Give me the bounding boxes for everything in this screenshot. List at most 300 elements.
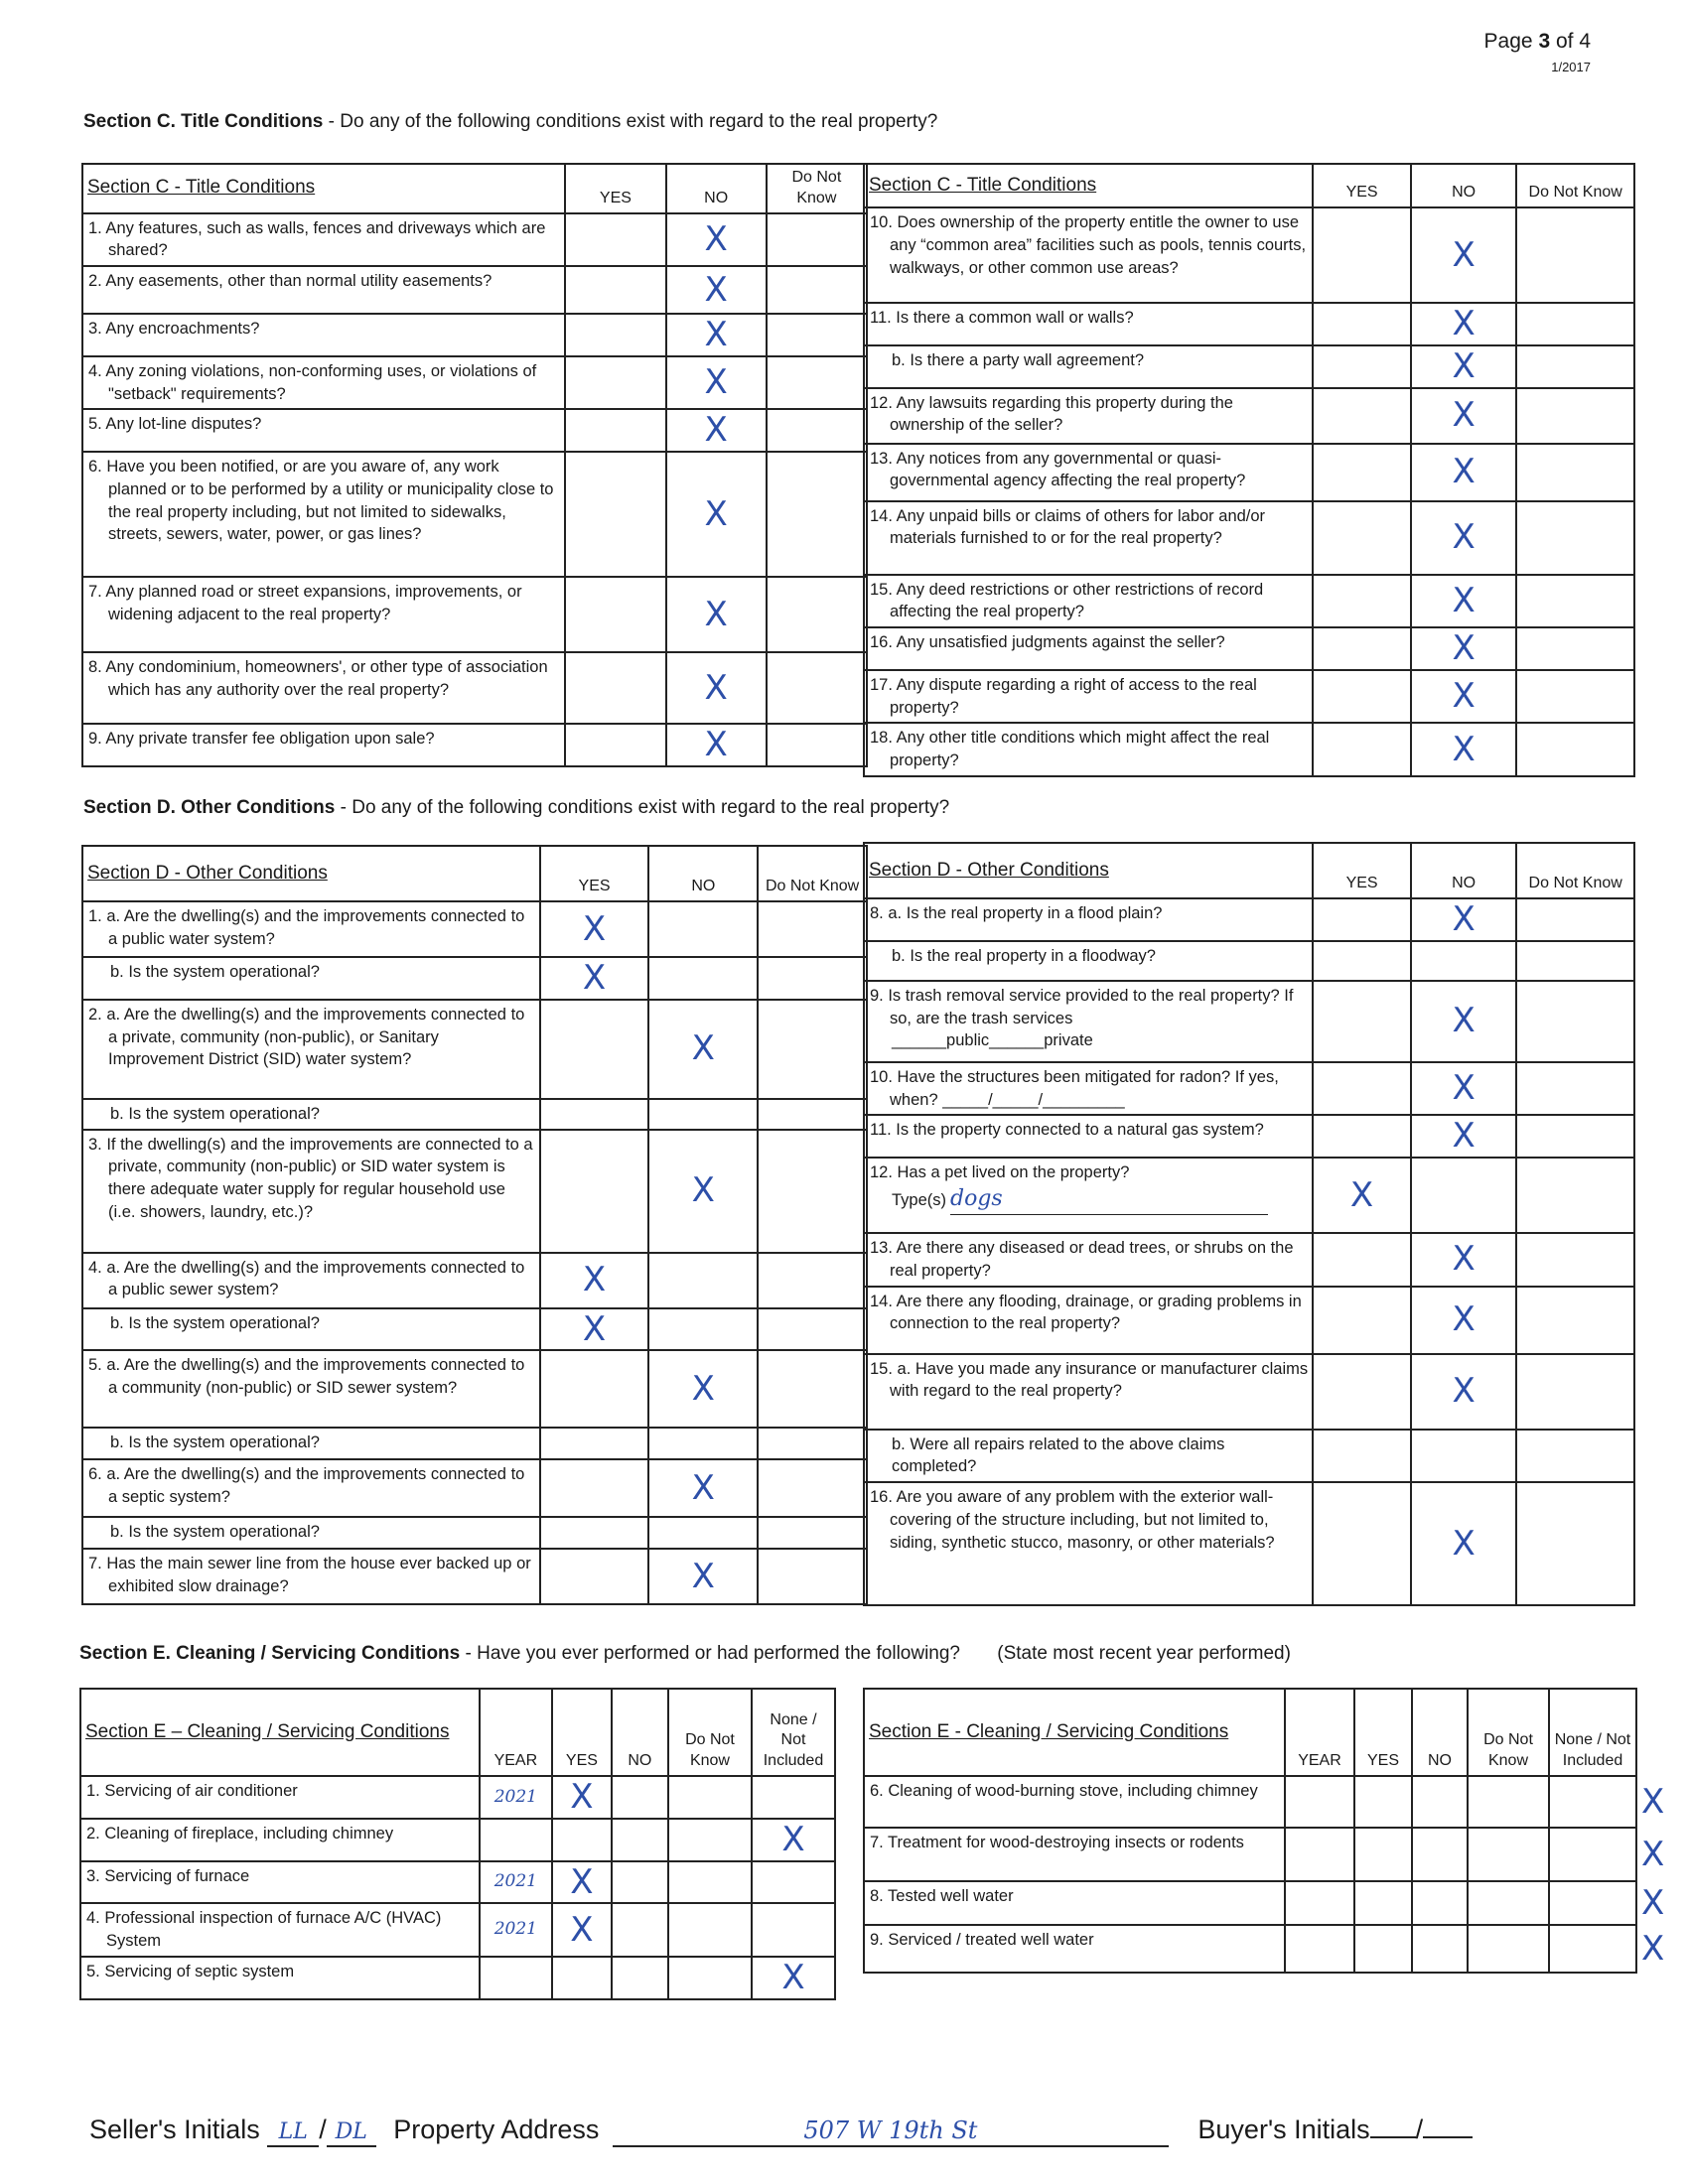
- x-check-mark: X: [704, 315, 728, 355]
- checkbox-cell[interactable]: [1549, 1881, 1636, 1925]
- section-c-right-row: [864, 501, 1634, 575]
- checkbox-cell[interactable]: [758, 1428, 867, 1459]
- checkbox-cell[interactable]: [758, 1253, 867, 1308]
- section-c-title: Section C - Title Conditions: [82, 164, 565, 213]
- x-check-mark: X: [704, 594, 728, 634]
- checkbox-cell[interactable]: [1516, 1430, 1634, 1483]
- checkbox-cell[interactable]: [1313, 941, 1411, 981]
- year-cell[interactable]: [1285, 1828, 1354, 1881]
- seller-initials-field-1[interactable]: LL: [267, 2115, 319, 2147]
- checkbox-cell[interactable]: [552, 1861, 611, 1904]
- section-c-left-row: [82, 577, 867, 652]
- checkbox-cell[interactable]: [1313, 1115, 1411, 1158]
- checkbox-cell[interactable]: [758, 1517, 867, 1549]
- checkbox-cell[interactable]: [668, 1903, 752, 1957]
- checkbox-cell[interactable]: [767, 577, 867, 652]
- checkbox-cell[interactable]: [767, 213, 867, 267]
- section-d-right-row: [864, 1233, 1634, 1287]
- checkbox-cell[interactable]: [1313, 1430, 1411, 1483]
- checkbox-cell[interactable]: [1411, 1430, 1517, 1483]
- question-text: 4. Professional inspection of furnace A/C (HVAC) System: [80, 1903, 480, 1957]
- checkbox-cell[interactable]: [1411, 1482, 1517, 1605]
- x-check-mark: X: [691, 1467, 715, 1508]
- checkbox-cell[interactable]: [1468, 1881, 1549, 1925]
- checkbox-cell[interactable]: [666, 577, 767, 652]
- checkbox-cell[interactable]: [758, 901, 867, 957]
- seller-initials-label: Seller's Initials: [89, 2115, 260, 2144]
- checkbox-cell[interactable]: [612, 1861, 668, 1904]
- checkbox-cell[interactable]: [1411, 1233, 1517, 1287]
- checkbox-cell[interactable]: [1516, 1482, 1634, 1605]
- x-check-mark: X: [1452, 1299, 1476, 1340]
- section-e-right-table: Section E - Cleaning / Servicing Conditions YEAR YES NO Do Not Know None / Not Included 6. Cleaning of wood-burning stove, including chimney X 7. Treatment for wood-destroying insects or rodents X 8. Tested well water X 9. Serviced / treated well water X: [863, 1688, 1637, 1974]
- checkbox-cell[interactable]: [758, 1000, 867, 1099]
- question-text: 7. Treatment for wood-destroying insects or rodents: [864, 1828, 1285, 1881]
- checkbox-cell[interactable]: [565, 356, 665, 410]
- x-check-mark: X: [1452, 628, 1476, 669]
- section-c-right-row: [864, 575, 1634, 628]
- question-text: 8. a. Is the real property in a flood plain?: [864, 898, 1313, 941]
- checkbox-cell[interactable]: [540, 1099, 649, 1130]
- section-d-right-row: [864, 1354, 1634, 1430]
- checkbox-cell[interactable]: [1411, 1062, 1517, 1116]
- section-c-left-row: [82, 652, 867, 724]
- checkbox-cell[interactable]: [1516, 981, 1634, 1062]
- x-check-mark: X: [704, 269, 728, 310]
- checkbox-cell[interactable]: [540, 1253, 649, 1308]
- question-text: 9. Any private transfer fee obligation upon sale?: [82, 724, 565, 766]
- page-number: Page 3 of 4 1/2017: [1483, 30, 1591, 74]
- checkbox-cell[interactable]: [668, 1861, 752, 1904]
- section-c-right-row: [864, 207, 1634, 303]
- checkbox-cell[interactable]: [648, 1099, 758, 1130]
- section-c-right-table: Section C - Title Conditions YES NO Do Not Know 10. Does ownership of the property entitle the owner to use any “common area” facilities such as pools, tennis courts, walkways, or other common use areas? X 11. Is there a common wall or walls? X b. Is there a party wall agreement? X 12. Any lawsuits regarding this property during the ownership of the seller? X 13. Any notices from any governmental or quasi-governmental agency affecting the real property? X 14. Any unpaid bills or claims of others for labor and/or materials furnished to or for the real property? X 15. Any deed restrictions or other restrictions of record affecting the real property? X 16. Any unsatisfied judgments against the seller? X 17. Any dispute regarding a right of access to the real property? X 18. Any other title conditions which might affect the real property? X: [863, 163, 1635, 777]
- question-text: 6. Cleaning of wood-burning stove, including chimney: [864, 1776, 1285, 1828]
- checkbox-cell[interactable]: [1516, 345, 1634, 388]
- section-d-title-right: Section D - Other Conditions: [864, 843, 1313, 898]
- checkbox-cell[interactable]: [752, 1903, 835, 1957]
- checkbox-cell[interactable]: [1313, 1354, 1411, 1430]
- section-c-left-row: [82, 314, 867, 356]
- checkbox-cell[interactable]: [540, 1130, 649, 1253]
- question-text: 18. Any other title conditions which might affect the real property?: [864, 723, 1313, 776]
- year-cell[interactable]: [1285, 1881, 1354, 1925]
- section-c-right-row: [864, 723, 1634, 776]
- checkbox-cell[interactable]: [1313, 1233, 1411, 1287]
- checkbox-cell[interactable]: [668, 1776, 752, 1819]
- checkbox-cell[interactable]: [552, 1819, 611, 1861]
- checkbox-cell[interactable]: [1313, 501, 1411, 575]
- question-text: b. Is there a party wall agreement?: [864, 345, 1313, 388]
- question-text: 10. Does ownership of the property entitle the owner to use any “common area” facilities such as pools, tennis courts, walkways, or other common use areas?: [864, 207, 1313, 303]
- checkbox-cell[interactable]: [1354, 1828, 1412, 1881]
- section-c-left-row: [82, 213, 867, 267]
- checkbox-cell[interactable]: [1313, 303, 1411, 345]
- question-text: b. Is the system operational?: [82, 1099, 540, 1130]
- section-c-heading: Section C. Title Conditions - Do any of the following conditions exist with regard to the real property?: [83, 111, 938, 132]
- section-d-left-row: [82, 1099, 867, 1130]
- question-text: 12. Any lawsuits regarding this property during the ownership of the seller?: [864, 388, 1313, 444]
- checkbox-cell[interactable]: [1549, 1925, 1636, 1973]
- question-text: b. Is the system operational?: [82, 1428, 540, 1459]
- checkbox-cell[interactable]: [767, 314, 867, 356]
- question-text: b. Is the system operational?: [82, 1517, 540, 1549]
- checkbox-cell[interactable]: [552, 1903, 611, 1957]
- checkbox-cell[interactable]: [1516, 303, 1634, 345]
- checkbox-cell[interactable]: [565, 266, 665, 314]
- checkbox-cell[interactable]: [1516, 388, 1634, 444]
- buyer-initials-field-1[interactable]: [1370, 2136, 1416, 2138]
- section-e-title-right: Section E - Cleaning / Servicing Conditions: [864, 1689, 1285, 1776]
- checkbox-cell[interactable]: [612, 1903, 668, 1957]
- checkbox-cell[interactable]: [540, 1517, 649, 1549]
- checkbox-cell[interactable]: [565, 452, 665, 577]
- x-check-mark: X: [781, 1819, 805, 1859]
- checkbox-cell[interactable]: [648, 1517, 758, 1549]
- section-e-title: Section E – Cleaning / Servicing Conditions: [80, 1689, 480, 1776]
- checkbox-cell[interactable]: [752, 1819, 835, 1861]
- question-text: 7. Has the main sewer line from the house ever backed up or exhibited slow drainage?: [82, 1549, 540, 1604]
- question-text: 11. Is there a common wall or walls?: [864, 303, 1313, 345]
- checkbox-cell[interactable]: [666, 652, 767, 724]
- checkbox-cell[interactable]: [1411, 575, 1517, 628]
- section-d-left-row: [82, 1253, 867, 1308]
- checkbox-cell[interactable]: [565, 314, 665, 356]
- question-text: 15. Any deed restrictions or other restrictions of record affecting the real property?: [864, 575, 1313, 628]
- question-text: 11. Is the property connected to a natural gas system?: [864, 1115, 1313, 1158]
- property-address-field[interactable]: 507 W 19th St: [613, 2115, 1169, 2147]
- checkbox-cell[interactable]: [758, 1099, 867, 1130]
- year-cell[interactable]: [1285, 1776, 1354, 1828]
- question-text: 5. Servicing of septic system: [80, 1957, 480, 1999]
- checkbox-cell[interactable]: [1516, 670, 1634, 724]
- checkbox-cell[interactable]: [767, 409, 867, 452]
- section-c-right-row: [864, 345, 1634, 388]
- section-d-right-row: [864, 1062, 1634, 1116]
- checkbox-cell[interactable]: [758, 1130, 867, 1253]
- x-check-mark: X: [582, 1308, 607, 1349]
- checkbox-cell[interactable]: [758, 1549, 867, 1604]
- checkbox-cell[interactable]: [752, 1776, 835, 1819]
- x-check-mark: X: [1452, 345, 1476, 386]
- x-check-mark: X: [1452, 580, 1476, 620]
- question-text: 5. a. Are the dwelling(s) and the improvements connected to a community (non-public) or SID sewer system?: [82, 1350, 540, 1428]
- checkbox-cell[interactable]: [666, 724, 767, 766]
- section-d-left-row: [82, 901, 867, 957]
- x-check-mark: X: [704, 667, 728, 708]
- question-text: 1. Any features, such as walls, fences and driveways which are shared?: [82, 213, 565, 267]
- checkbox-cell[interactable]: [666, 452, 767, 577]
- checkbox-cell[interactable]: [758, 1308, 867, 1351]
- footer-initials-line: Seller's Initials LL / DL Property Address 507 W 19th St Buyer's Initials /: [89, 2115, 1473, 2147]
- checkbox-cell[interactable]: [1516, 1354, 1634, 1430]
- section-e-left-row: [80, 1957, 835, 1999]
- checkbox-cell[interactable]: [1411, 207, 1517, 303]
- question-text: 4. a. Are the dwelling(s) and the improvements connected to a public sewer system?: [82, 1253, 540, 1308]
- checkbox-cell[interactable]: [540, 957, 649, 1000]
- section-d-right-row: [864, 1430, 1634, 1483]
- checkbox-cell[interactable]: [1313, 670, 1411, 724]
- checkbox-cell[interactable]: [648, 1549, 758, 1604]
- year-cell[interactable]: [480, 1957, 553, 1999]
- section-d-heading: Section D. Other Conditions - Do any of the following conditions exist with regard to the real property?: [83, 797, 950, 818]
- question-text: 10. Have the structures been mitigated for radon? If yes, when? _____/_____/_________: [864, 1062, 1313, 1116]
- checkbox-cell[interactable]: [1411, 388, 1517, 444]
- question-text: b. Is the real property in a floodway?: [864, 941, 1313, 981]
- question-text: 2. Any easements, other than normal utility easements?: [82, 266, 565, 314]
- checkbox-cell[interactable]: [565, 577, 665, 652]
- question-text: 12. Has a pet lived on the property? Type(s) dogs: [864, 1158, 1313, 1233]
- checkbox-cell[interactable]: [758, 1459, 867, 1517]
- question-text: 6. a. Are the dwelling(s) and the improvements connected to a septic system?: [82, 1459, 540, 1517]
- x-check-mark: X: [704, 725, 728, 765]
- checkbox-cell[interactable]: [767, 724, 867, 766]
- x-check-mark: X: [1452, 1239, 1476, 1280]
- section-e-left-row: [80, 1776, 835, 1819]
- checkbox-cell[interactable]: [1313, 723, 1411, 776]
- checkbox-cell[interactable]: [1516, 941, 1634, 981]
- checkbox-cell[interactable]: [612, 1776, 668, 1819]
- checkbox-cell[interactable]: [1412, 1925, 1468, 1973]
- year-cell[interactable]: [1285, 1925, 1354, 1973]
- checkbox-cell[interactable]: [668, 1819, 752, 1861]
- checkbox-cell[interactable]: [666, 266, 767, 314]
- section-e-right-row: [864, 1925, 1636, 1973]
- checkbox-cell[interactable]: [565, 652, 665, 724]
- checkbox-cell[interactable]: [540, 1000, 649, 1099]
- checkbox-cell[interactable]: [552, 1776, 611, 1819]
- question-text: 14. Are there any flooding, drainage, or grading problems in connection to the real property?: [864, 1287, 1313, 1354]
- x-check-mark: X: [691, 1556, 715, 1596]
- checkbox-cell[interactable]: [1468, 1776, 1549, 1828]
- question-text: b. Is the system operational?: [82, 957, 540, 1000]
- pet-type-field[interactable]: dogs: [950, 1184, 1268, 1215]
- checkbox-cell[interactable]: [1313, 575, 1411, 628]
- checkbox-cell[interactable]: [1412, 1881, 1468, 1925]
- section-d-left-row: [82, 1459, 867, 1517]
- x-check-mark: X: [582, 1260, 607, 1300]
- checkbox-cell[interactable]: [1313, 981, 1411, 1062]
- checkbox-cell[interactable]: [767, 356, 867, 410]
- x-check-mark: X: [1452, 1001, 1476, 1041]
- checkbox-cell[interactable]: [552, 1957, 611, 1999]
- question-text: 2. a. Are the dwelling(s) and the improvements connected to a private, community (non-public), or Sanitary Improvement District (SID) water system?: [82, 1000, 540, 1099]
- section-e-right-row: [864, 1828, 1636, 1881]
- checkbox-cell[interactable]: [1411, 723, 1517, 776]
- checkbox-cell[interactable]: [1516, 1233, 1634, 1287]
- checkbox-cell[interactable]: [666, 213, 767, 267]
- checkbox-cell[interactable]: [1516, 1158, 1634, 1233]
- checkbox-cell[interactable]: [1411, 1287, 1517, 1354]
- checkbox-cell[interactable]: [1516, 501, 1634, 575]
- checkbox-cell[interactable]: [758, 1350, 867, 1428]
- checkbox-cell[interactable]: [1468, 1828, 1549, 1881]
- revision-date: 1/2017: [1551, 60, 1591, 74]
- checkbox-cell[interactable]: [1313, 898, 1411, 941]
- checkbox-cell[interactable]: [1468, 1925, 1549, 1973]
- question-text: 9. Serviced / treated well water: [864, 1925, 1285, 1973]
- checkbox-cell[interactable]: [648, 1130, 758, 1253]
- checkbox-cell[interactable]: [540, 901, 649, 957]
- checkbox-cell[interactable]: [1516, 207, 1634, 303]
- checkbox-cell[interactable]: [1411, 501, 1517, 575]
- checkbox-cell[interactable]: [1549, 1776, 1636, 1828]
- checkbox-cell[interactable]: [666, 314, 767, 356]
- checkbox-cell[interactable]: [1516, 627, 1634, 670]
- checkbox-cell[interactable]: [648, 957, 758, 1000]
- checkbox-cell[interactable]: [668, 1957, 752, 1999]
- checkbox-cell[interactable]: [1516, 1062, 1634, 1116]
- property-address-label: Property Address: [393, 2115, 600, 2144]
- question-text: 16. Any unsatisfied judgments against the seller?: [864, 627, 1313, 670]
- section-e-left-row: [80, 1903, 835, 1957]
- checkbox-cell[interactable]: [1411, 444, 1517, 501]
- section-d-right-row: [864, 1287, 1634, 1354]
- checkbox-cell[interactable]: [612, 1957, 668, 1999]
- x-check-mark: X: [1452, 899, 1476, 939]
- year-cell[interactable]: 2021: [480, 1776, 553, 1819]
- checkbox-cell[interactable]: [1516, 1115, 1634, 1158]
- x-check-mark: X: [1641, 1834, 1665, 1874]
- checkbox-cell[interactable]: [666, 356, 767, 410]
- year-cell[interactable]: [480, 1819, 553, 1861]
- checkbox-cell[interactable]: [1313, 388, 1411, 444]
- checkbox-cell[interactable]: [648, 901, 758, 957]
- year-cell[interactable]: 2021: [480, 1903, 553, 1957]
- buyer-initials-field-2[interactable]: [1423, 2136, 1473, 2138]
- x-check-mark: X: [1452, 1523, 1476, 1564]
- section-e-left-table: Section E – Cleaning / Servicing Conditions YEAR YES NO Do Not Know None / Not Included 1. Servicing of air conditioner 2021 X 2. Cleaning of fireplace, including chimney X 3. Servicing of furnace 2021 X 4. Professional inspection of furnace A/C (HVAC) System 2021 X 5. Servicing of septic system X: [79, 1688, 836, 2000]
- question-text: 14. Any unpaid bills or claims of others for labor and/or materials furnished to or for the real property?: [864, 501, 1313, 575]
- section-c-right-row: [864, 444, 1634, 501]
- checkbox-cell[interactable]: [1516, 444, 1634, 501]
- checkbox-cell[interactable]: [1411, 898, 1517, 941]
- checkbox-cell[interactable]: [540, 1350, 649, 1428]
- checkbox-cell[interactable]: [1313, 1287, 1411, 1354]
- checkbox-cell[interactable]: [1411, 1115, 1517, 1158]
- checkbox-cell[interactable]: [648, 1428, 758, 1459]
- x-check-mark: X: [704, 493, 728, 534]
- section-c-title-right: Section C - Title Conditions: [864, 164, 1313, 207]
- checkbox-cell[interactable]: [1354, 1776, 1412, 1828]
- question-text: 17. Any dispute regarding a right of access to the real property?: [864, 670, 1313, 724]
- checkbox-cell[interactable]: [1516, 1287, 1634, 1354]
- checkbox-cell[interactable]: [767, 652, 867, 724]
- question-text: b. Is the system operational?: [82, 1308, 540, 1351]
- checkbox-cell[interactable]: [1516, 898, 1634, 941]
- checkbox-cell[interactable]: [1354, 1881, 1412, 1925]
- section-d-right-row: [864, 898, 1634, 941]
- checkbox-cell[interactable]: [1313, 1482, 1411, 1605]
- section-c-left-row: [82, 452, 867, 577]
- section-d-right-table: Section D - Other Conditions YES NO Do Not Know 8. a. Is the real property in a flood plain? X b. Is the real property in a floodway? 9. Is trash removal service provided to the real property? If so, are the trash services ______public______private X 10. Have the structures been mitigated for radon? If yes, when? _____/_____/_________ X 11. Is the property connected to a natural gas system? X 12. Has a pet lived on the property? Type(s) dogs X 13. Are there any diseased or dead trees, or shrubs on the real property? X 14. Are there any flooding, drainage, or grading problems in connection to the real property? X 15. a. Have you made any insurance or manufacturer claims with regard to the real property? X b. Were all repairs related to the above claims completed? 16. Are you aware of any problem with the exterior wall-covering of the structure including, but not limited to, siding, synthetic stucco, masonry, or other materials? X: [863, 842, 1635, 1606]
- checkbox-cell[interactable]: [648, 1350, 758, 1428]
- checkbox-cell[interactable]: [648, 1308, 758, 1351]
- section-d-right-row: [864, 1115, 1634, 1158]
- checkbox-cell[interactable]: [565, 724, 665, 766]
- checkbox-cell[interactable]: [1549, 1828, 1636, 1881]
- checkbox-cell[interactable]: [565, 409, 665, 452]
- section-d-left-row: [82, 957, 867, 1000]
- seller-initials-field-2[interactable]: DL: [327, 2115, 376, 2147]
- x-check-mark: X: [704, 362, 728, 403]
- checkbox-cell[interactable]: [752, 1861, 835, 1904]
- checkbox-cell[interactable]: [540, 1428, 649, 1459]
- checkbox-cell[interactable]: [565, 213, 665, 267]
- section-d-left-row: [82, 1350, 867, 1428]
- x-check-mark: X: [1452, 1116, 1476, 1157]
- checkbox-cell[interactable]: [1313, 345, 1411, 388]
- checkbox-cell[interactable]: [767, 452, 867, 577]
- checkbox-cell[interactable]: [648, 1253, 758, 1308]
- section-d-right-row: [864, 981, 1634, 1062]
- x-check-mark: X: [1452, 676, 1476, 717]
- checkbox-cell[interactable]: [540, 1459, 649, 1517]
- checkbox-cell[interactable]: [767, 266, 867, 314]
- checkbox-cell[interactable]: [1313, 444, 1411, 501]
- checkbox-cell[interactable]: [1412, 1828, 1468, 1881]
- checkbox-cell[interactable]: [1411, 941, 1517, 981]
- checkbox-cell[interactable]: [540, 1308, 649, 1351]
- checkbox-cell[interactable]: [1516, 575, 1634, 628]
- x-check-mark: X: [570, 1777, 594, 1817]
- checkbox-cell[interactable]: [1313, 207, 1411, 303]
- checkbox-cell[interactable]: [1411, 627, 1517, 670]
- question-text: b. Were all repairs related to the above claims completed?: [864, 1430, 1313, 1483]
- checkbox-cell[interactable]: [612, 1819, 668, 1861]
- section-d-title: Section D - Other Conditions: [82, 846, 540, 901]
- section-d-right-row: [864, 1482, 1634, 1605]
- section-d-left-row: [82, 1308, 867, 1351]
- checkbox-cell[interactable]: [648, 1000, 758, 1099]
- x-check-mark: X: [1452, 1371, 1476, 1412]
- x-check-mark: X: [691, 1368, 715, 1409]
- checkbox-cell[interactable]: [1313, 1158, 1411, 1233]
- checkbox-cell[interactable]: [1411, 670, 1517, 724]
- checkbox-cell[interactable]: [1354, 1925, 1412, 1973]
- checkbox-cell[interactable]: [1411, 1354, 1517, 1430]
- question-text: 8. Tested well water: [864, 1881, 1285, 1925]
- x-check-mark: X: [1452, 729, 1476, 769]
- checkbox-cell[interactable]: [648, 1459, 758, 1517]
- x-check-mark: X: [582, 908, 607, 949]
- checkbox-cell[interactable]: [1313, 627, 1411, 670]
- x-check-mark: X: [1641, 1882, 1665, 1923]
- checkbox-cell[interactable]: [540, 1549, 649, 1604]
- section-c-left-row: [82, 356, 867, 410]
- checkbox-cell[interactable]: [666, 409, 767, 452]
- section-d-left-row: [82, 1517, 867, 1549]
- checkbox-cell[interactable]: [1411, 303, 1517, 345]
- x-check-mark: X: [570, 1861, 594, 1902]
- checkbox-cell[interactable]: [1412, 1776, 1468, 1828]
- checkbox-cell[interactable]: [1516, 723, 1634, 776]
- question-text: 3. Servicing of furnace: [80, 1861, 480, 1904]
- checkbox-cell[interactable]: [758, 957, 867, 1000]
- checkbox-cell[interactable]: [752, 1957, 835, 1999]
- x-check-mark: X: [1641, 1928, 1665, 1969]
- checkbox-cell[interactable]: [1411, 1158, 1517, 1233]
- section-c-right-row: [864, 388, 1634, 444]
- question-text: 2. Cleaning of fireplace, including chimney: [80, 1819, 480, 1861]
- question-text: 7. Any planned road or street expansions, improvements, or widening adjacent to the real property?: [82, 577, 565, 652]
- checkbox-cell[interactable]: [1313, 1062, 1411, 1116]
- section-c-left-table: Section C - Title Conditions YES NO Do Not Know 1. Any features, such as walls, fences and driveways which are shared? X 2. Any easements, other than normal utility easements? X 3. Any encroachments? X 4. Any zoning violations, non-conforming uses, or violations of "setback" requirements? X 5. Any lot-line disputes? X 6. Have you been notified, or are you aware of, any work planned or to be performed by a utility or municipality close to the real property including, but not limited to sidewalks, streets, sewers, water, power, or gas lines? X 7. Any planned road or street expansions, improvements, or widening adjacent to the real property? X 8. Any condominium, homeowners', or other type of association which has any authority over the real property? X 9. Any private transfer fee obligation upon sale? X: [81, 163, 868, 767]
- section-d-left-row: [82, 1130, 867, 1253]
- checkbox-cell[interactable]: [1411, 345, 1517, 388]
- year-cell[interactable]: 2021: [480, 1861, 553, 1904]
- checkbox-cell[interactable]: [1411, 981, 1517, 1062]
